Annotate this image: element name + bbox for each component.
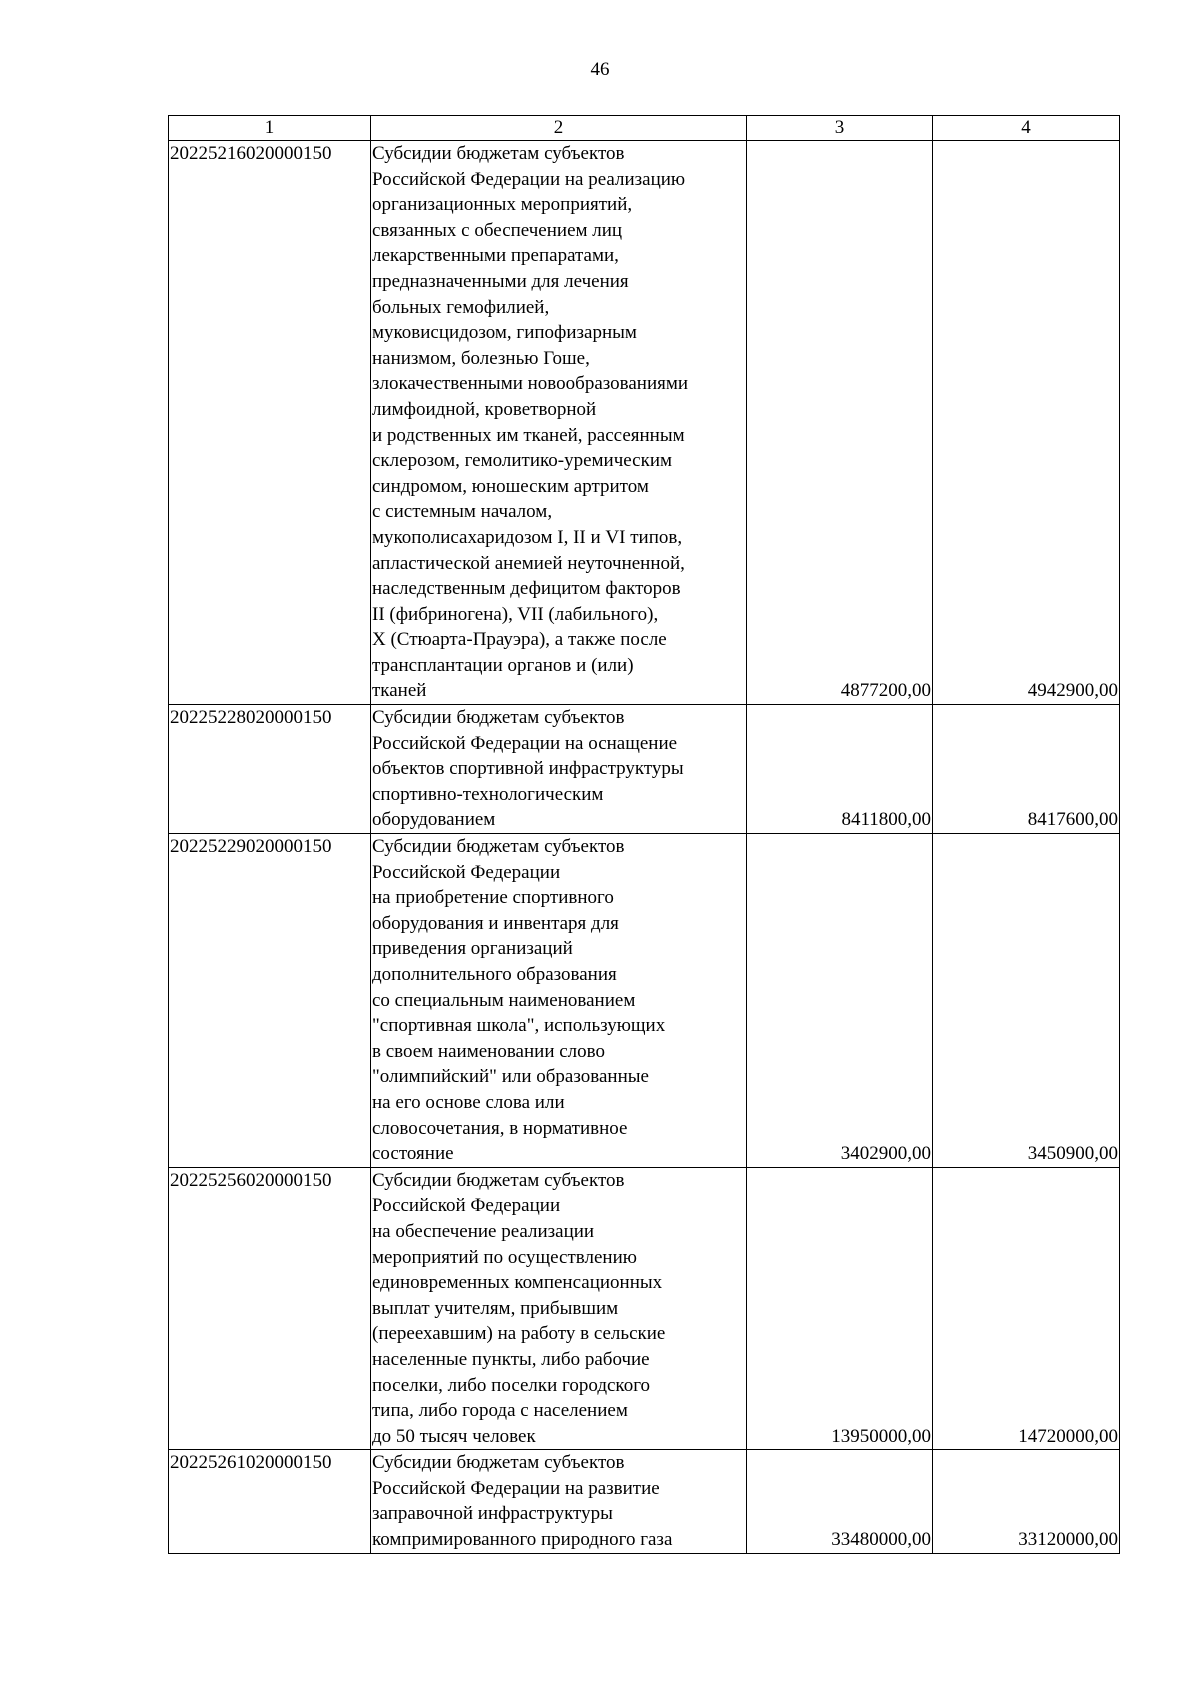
header-cell-3: 3 (747, 116, 933, 141)
subsidy-name-cell (371, 1450, 747, 1553)
subsidy-name-line: состояние (372, 1143, 454, 1165)
subsidy-name-line: оборудования и инвентаря для (372, 912, 619, 934)
subsidy-name-line: с системным началом, (372, 501, 553, 523)
subsidy-name-cell (371, 834, 747, 1168)
amount-cell-col3: 13950000,00 (747, 1167, 933, 1450)
subsidy-name-line: Российской Федерации (372, 861, 561, 883)
subsidy-name-line: нанизмом, болезнью Гоше, (372, 347, 590, 369)
subsidy-name-line: склерозом, гемолитико-уремическим (372, 450, 673, 472)
subsidy-name-line: Российской Федерации на оснащение (372, 732, 678, 754)
subsidy-name-line: "олимпийский" или образованные (372, 1066, 649, 1088)
subsidy-name-line: II (фибриногена), VII (лабильного), (372, 603, 659, 625)
budget-code-cell: 20225256020000150 (169, 1167, 371, 1450)
budget-table-body (169, 116, 1120, 1554)
subsidy-name-cell (371, 1167, 747, 1450)
amount-cell-col4: 4942900,00 (933, 141, 1120, 705)
subsidy-name-line: Российской Федерации на реализацию (372, 168, 686, 190)
table-row (169, 834, 1120, 1168)
subsidy-name-line: злокачественными новообразованиями (372, 373, 689, 395)
header-cell-2: 2 (371, 116, 747, 141)
subsidy-name-line: организационных мероприятий, (372, 194, 633, 216)
subsidy-name-line: до 50 тысяч человек (372, 1425, 536, 1447)
budget-code-cell: 20225229020000150 (169, 834, 371, 1168)
subsidy-name-line: Российской Федерации на развитие (372, 1477, 660, 1499)
amount-cell-col4: 33120000,00 (933, 1450, 1120, 1553)
subsidy-name-line: поселки, либо поселки городского (372, 1374, 651, 1396)
subsidy-name-line: синдромом, юношеским артритом (372, 475, 649, 497)
page-number: 46 (590, 59, 610, 80)
amount-cell-col4: 8417600,00 (933, 705, 1120, 834)
amount-cell-col4: 3450900,00 (933, 834, 1120, 1168)
budget-code-cell: 20225216020000150 (169, 141, 371, 705)
subsidy-name-line: типа, либо города с населением (372, 1400, 628, 1422)
subsidy-name-line: тканей (372, 680, 427, 702)
table-header-row (169, 116, 1120, 141)
subsidy-name-line: больных гемофилией, (372, 296, 550, 318)
subsidy-name-line: заправочной инфраструктуры (372, 1503, 613, 1525)
subsidy-name-line: лекарственными препаратами, (372, 245, 619, 267)
table-row (169, 1450, 1120, 1553)
subsidy-name-line: на приобретение спортивного (372, 887, 614, 909)
amount-cell-col3: 8411800,00 (747, 705, 933, 834)
subsidy-name-line: "спортивная школа", использующих (372, 1015, 666, 1037)
subsidy-name-line: Субсидии бюджетам субъектов (372, 707, 625, 729)
header-cell-4: 4 (933, 116, 1120, 141)
subsidy-name-cell (371, 141, 747, 705)
subsidy-name-line: приведения организаций (372, 938, 573, 960)
table-row (169, 705, 1120, 834)
budget-code-cell: 20225228020000150 (169, 705, 371, 834)
subsidy-name-line: компримированного природного газа (372, 1529, 673, 1551)
subsidy-name-line: предназначенными для лечения (372, 270, 629, 292)
subsidy-name-line: X (Стюарта-Прауэра), а также после (372, 629, 667, 651)
subsidy-name-line: Субсидии бюджетам субъектов (372, 836, 625, 858)
amount-cell-col3: 4877200,00 (747, 141, 933, 705)
subsidy-name-line: (переехавшим) на работу в сельские (372, 1323, 666, 1345)
amount-cell-col4: 14720000,00 (933, 1167, 1120, 1450)
subsidy-name-line: Субсидии бюджетам субъектов (372, 1452, 625, 1474)
subsidy-name-line: населенные пункты, либо рабочие (372, 1348, 650, 1370)
subsidy-name-line: лимфоидной, кроветворной (372, 398, 597, 420)
subsidy-name-cell (371, 705, 747, 834)
subsidy-name-line: мукополисахаридозом I, II и VI типов, (372, 526, 683, 548)
subsidy-name-line: на обеспечение реализации (372, 1220, 595, 1242)
subsidy-name-line: Российской Федерации (372, 1195, 561, 1217)
table-row (169, 141, 1120, 705)
subsidy-name-line: со специальным наименованием (372, 989, 636, 1011)
budget-table (168, 115, 1120, 1554)
subsidy-name-line: объектов спортивной инфраструктуры (372, 758, 684, 780)
header-cell-1: 1 (169, 116, 371, 141)
subsidy-name-line: словосочетания, в нормативное (372, 1117, 628, 1139)
subsidy-name-line: мероприятий по осуществлению (372, 1246, 637, 1268)
subsidy-name-line: спортивно-технологическим (372, 783, 604, 805)
subsidy-name-line: Субсидии бюджетам субъектов (372, 1169, 625, 1191)
subsidy-name-line: связанных с обеспечением лиц (372, 219, 623, 241)
subsidy-name-line: дополнительного образования (372, 964, 617, 985)
subsidy-name-line: трансплантации органов и (или) (372, 654, 634, 676)
subsidy-name-line: на его основе слова или (372, 1091, 565, 1113)
subsidy-name-line: Субсидии бюджетам субъектов (372, 143, 625, 164)
subsidy-name-line: наследственным дефицитом факторов (372, 578, 681, 600)
subsidy-name-line: единовременных компенсационных (372, 1272, 663, 1294)
subsidy-name-line: выплат учителям, прибывшим (372, 1297, 619, 1319)
table-row (169, 1167, 1120, 1450)
amount-cell-col3: 33480000,00 (747, 1450, 933, 1553)
subsidy-name-line: оборудованием (372, 809, 496, 831)
subsidy-name-line: и родственных им тканей, рассеянным (372, 424, 685, 446)
subsidy-name-line: муковисцидозом, гипофизарным (372, 322, 637, 344)
amount-cell-col3: 3402900,00 (747, 834, 933, 1168)
subsidy-name-line: апластической анемией неуточненной, (372, 552, 685, 574)
budget-code-cell: 20225261020000150 (169, 1450, 371, 1553)
subsidy-name-line: в своем наименовании слово (372, 1040, 605, 1062)
